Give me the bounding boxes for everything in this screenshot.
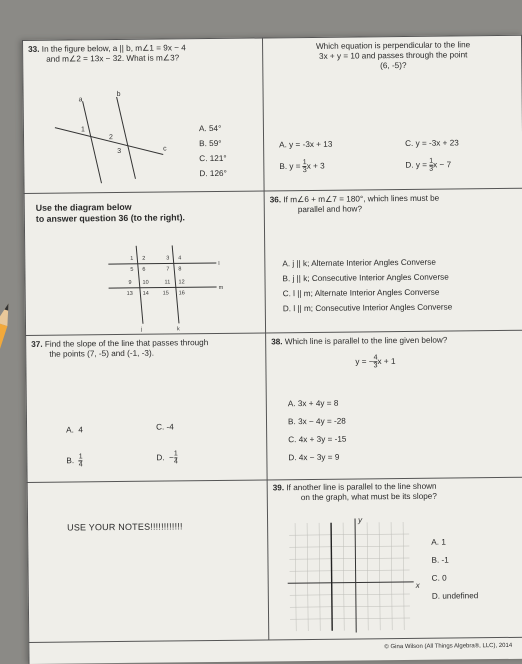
angle-label-15: 15 <box>162 290 169 297</box>
q37-choice-a[interactable]: A. 4 <box>66 425 84 435</box>
q33-choice-b[interactable]: B. 59° <box>199 138 222 149</box>
q33-choice-d[interactable]: D. 126° <box>199 168 227 179</box>
label-a: a <box>78 96 83 104</box>
q38-prompt <box>271 335 521 348</box>
q37-choice-b[interactable]: B. $\frac{1}{4}$ <box>66 453 83 469</box>
q34-choice-a[interactable]: A. y = -3x + 13 <box>279 139 333 150</box>
q37-number: 37. <box>31 339 43 349</box>
line-b <box>117 97 136 179</box>
q33-prompt <box>28 43 260 65</box>
q39-line1: If another line is parallel to the line shown <box>286 481 437 493</box>
angle-label-10: 10 <box>142 279 149 286</box>
q36-prompt <box>270 193 520 216</box>
x-axis-label: x <box>415 580 420 590</box>
q33-number: 33. <box>28 44 40 54</box>
q34-choice-c[interactable]: C. y = -3x + 23 <box>405 138 459 148</box>
line-a <box>80 101 102 183</box>
angle-label-6: 6 <box>142 266 146 273</box>
pencil-tip <box>0 302 14 327</box>
q36-choice-c[interactable]: C. l || m; Alternate Interior Angles Converse <box>282 287 440 299</box>
q39-choice-b[interactable]: B. -1 <box>431 555 449 565</box>
q37-line2: the points (7, -5) and (-1, -3). <box>49 348 155 359</box>
q38-choice-a[interactable]: A. 3x + 4y = 8 <box>287 398 339 409</box>
q33-figure <box>51 86 172 187</box>
q36-choice-b[interactable]: B. j || k; Consecutive Interior Angles Converse <box>282 272 449 284</box>
q34-prompt <box>268 40 518 73</box>
q38-choice-c[interactable]: C. 4x + 3y = -15 <box>288 434 347 445</box>
diagram-instructions <box>36 201 185 224</box>
q33-line2: and m∠2 = 13x − 32. What is m∠3? <box>46 53 180 64</box>
label-line-l: l <box>218 260 220 267</box>
label-line-k: k <box>177 326 180 333</box>
label-b: b <box>116 90 121 99</box>
notes-reminder: USE YOUR NOTES!!!!!!!!!!!! <box>67 521 183 533</box>
q38-choice-d[interactable]: D. 4x − 3y = 9 <box>288 452 340 463</box>
angle-label-2: 2 <box>142 255 146 262</box>
q39-choice-d[interactable]: D. undefined <box>431 591 479 601</box>
angle-label-14: 14 <box>142 290 149 297</box>
q39-number: 39. <box>272 483 285 493</box>
y-axis-label: y <box>357 515 363 525</box>
q38-choice-b[interactable]: B. 3x − 4y = -28 <box>287 416 346 427</box>
q38-given-equation: y = − $\frac{4}{3}$ x + 1 <box>355 354 396 370</box>
angle-label-13: 13 <box>126 290 133 297</box>
angle-label-1: 1 <box>130 255 134 262</box>
q39-line2: on the graph, what must be its slope? <box>300 491 437 503</box>
q39-choice-a[interactable]: A. 1 <box>431 537 446 547</box>
angle-1-label: 1 <box>80 126 85 134</box>
worksheet <box>22 35 522 664</box>
q36-choice-d[interactable]: D. l || m; Consecutive Interior Angles Converse <box>282 302 453 314</box>
q37-prompt <box>31 337 263 359</box>
y-axis <box>355 519 356 633</box>
angle-label-3: 3 <box>166 255 170 262</box>
angle-label-4: 4 <box>178 255 182 262</box>
row-divider-4 <box>28 637 522 643</box>
q34-choice-d[interactable]: D. y = $\frac{1}{3}$ x − 7 <box>405 157 452 173</box>
diagram-instructions-line1: Use the diagram below <box>35 201 132 213</box>
angle-label-7: 7 <box>166 266 170 273</box>
x-axis <box>288 582 414 583</box>
angle-label-9: 9 <box>128 279 132 286</box>
q34-choice-b[interactable]: B. y = $\frac{1}{3}$ x + 3 <box>279 159 325 175</box>
angle-3-label: 3 <box>117 147 122 156</box>
pencil-body <box>0 322 7 466</box>
angle-2-label: 2 <box>108 134 113 142</box>
q33-choice-c[interactable]: C. 121° <box>199 153 227 164</box>
graphed-line <box>331 523 332 631</box>
diagram-instructions-line2: to answer question 36 (to the right). <box>35 212 185 224</box>
q36-line2: parallel and how? <box>297 204 363 215</box>
q37-choice-d[interactable]: D. − $\frac{1}{4}$ <box>156 450 178 466</box>
q34-line3: (6, -5)? <box>380 60 407 71</box>
q38-line1: Which line is parallel to the line given below? <box>284 335 448 347</box>
q36-choice-a[interactable]: A. j || k; Alternate Interior Angles Converse <box>282 257 436 269</box>
q36-line1: If m∠6 + m∠7 = 180°, which lines must be <box>283 193 440 205</box>
q36-number: 36. <box>269 195 282 205</box>
angle-label-5: 5 <box>130 266 134 273</box>
q37-line1: Find the slope of the line that passes through <box>44 338 209 349</box>
label-line-j: j <box>141 326 143 333</box>
q34-line1: Which equation is perpendicular to the line <box>315 40 471 51</box>
q39-graph <box>285 512 426 637</box>
line-l <box>108 263 216 264</box>
angle-label-11: 11 <box>164 279 171 286</box>
q33-choice-a[interactable]: A. 54° <box>198 123 222 134</box>
q34-line2: 3x + y = 10 and passes through the point <box>318 50 468 61</box>
line-m <box>109 287 217 288</box>
label-c: c <box>163 145 167 153</box>
angle-label-12: 12 <box>178 279 185 286</box>
q36-diagram <box>106 243 227 332</box>
q33-line1: In the figure below, a || b, m∠1 = 9x − 4 <box>41 43 186 54</box>
q37-choice-c[interactable]: C. -4 <box>156 422 174 432</box>
label-line-m: m <box>218 284 224 291</box>
q38-number: 38. <box>271 337 283 347</box>
q39-choice-c[interactable]: C. 0 <box>431 573 447 583</box>
angle-label-8: 8 <box>178 266 182 273</box>
graph-grid <box>289 522 410 631</box>
q39-prompt <box>273 481 522 504</box>
copyright-footer: © Gina Wilson (All Things Algebra®, LLC), 2014 <box>384 642 513 651</box>
left-border <box>22 40 30 664</box>
angle-label-16: 16 <box>178 290 185 297</box>
pencil-object <box>0 300 19 468</box>
